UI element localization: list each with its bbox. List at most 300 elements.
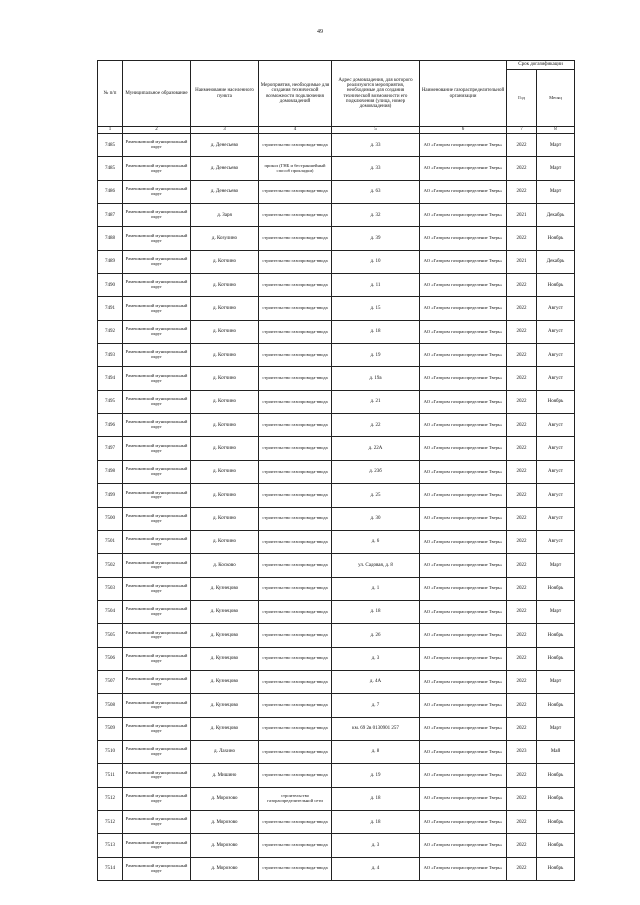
year-cell: 2022 [507,460,537,483]
settlement-cell: д. Котчино [191,250,259,273]
year-cell: 2022 [507,437,537,460]
municipality-cell: Рамешковский муниципальный округ [123,694,191,717]
measure-cell: строительство газопровода-ввода [259,437,332,460]
month-cell: Август [537,530,575,553]
row-number: 7511 [98,764,123,787]
table-body [98,134,575,881]
org-cell: АО «Газпром газораспределение Тверь» [420,577,507,600]
header-org: Наименование газораспределительной организации [420,61,507,127]
year-cell: 2022 [507,344,537,367]
column-number: 6 [420,127,507,134]
settlement-cell: д. Котчино [191,297,259,320]
org-cell: АО «Газпром газораспределение Тверь» [420,507,507,530]
measure-cell: строительство газопровода-ввода [259,390,332,413]
settlement-cell: д. Котчино [191,367,259,390]
municipality-cell: Рамешковский муниципальный округ [123,740,191,763]
row-number: 7490 [98,274,123,297]
address-cell: д. 32 [332,204,420,227]
month-cell: Ноябрь [537,274,575,297]
org-cell: АО «Газпром газораспределение Тверь» [420,390,507,413]
table-row [98,227,575,250]
address-cell: д. 26 [332,624,420,647]
month-cell: Март [537,600,575,623]
column-number: 5 [332,127,420,134]
row-number: 7487 [98,204,123,227]
month-cell: Май [537,740,575,763]
address-cell: д. 22 [332,414,420,437]
header-deadline: Срок догазификации [507,61,575,70]
year-cell: 2022 [507,227,537,250]
org-cell: АО «Газпром газораспределение Тверь» [420,670,507,693]
municipality-cell: Рамешковский муниципальный округ [123,157,191,180]
address-cell: д. 15 [332,297,420,320]
municipality-cell: Рамешковский муниципальный округ [123,227,191,250]
month-cell: Август [537,484,575,507]
year-cell: 2022 [507,554,537,577]
address-cell: д. 63 [332,180,420,203]
year-cell: 2022 [507,367,537,390]
measure-cell: строительство газопровода-ввода [259,320,332,343]
settlement-cell: д. Котчино [191,530,259,553]
org-cell: АО «Газпром газораспределение Тверь» [420,274,507,297]
month-cell: Ноябрь [537,764,575,787]
month-cell: Август [537,414,575,437]
row-number: 7512 [98,787,123,810]
year-cell: 2022 [507,297,537,320]
year-cell: 2022 [507,857,537,880]
measure-cell: строительство газопровода-ввода [259,600,332,623]
municipality-cell: Рамешковский муниципальный округ [123,507,191,530]
row-number: 7507 [98,670,123,693]
settlement-cell: д. Морозово [191,834,259,857]
municipality-cell: Рамешковский муниципальный округ [123,810,191,833]
row-number: 7495 [98,390,123,413]
municipality-cell: Рамешковский муниципальный округ [123,437,191,460]
month-cell: Август [537,320,575,343]
column-number: 4 [259,127,332,134]
column-number: 1 [98,127,123,134]
row-number: 7500 [98,507,123,530]
row-number: 7498 [98,460,123,483]
settlement-cell: д. Косково [191,554,259,577]
measure-cell: строительство газопровода-ввода [259,647,332,670]
org-cell: АО «Газпром газораспределение Тверь» [420,227,507,250]
header-settlement: Наименование населенного пункта [191,61,259,127]
measure-cell: строительство газопровода-ввода [259,530,332,553]
settlement-cell: д. Козулино [191,227,259,250]
table-row [98,134,575,157]
measure-cell: строительство газопровода-ввода [259,250,332,273]
municipality-cell: Рамешковский муниципальный округ [123,530,191,553]
column-number: 2 [123,127,191,134]
month-cell: Март [537,157,575,180]
settlement-cell: д. Денесьево [191,180,259,203]
address-cell: д. 19 [332,764,420,787]
address-cell: д. 11 [332,274,420,297]
address-cell: д. 25 [332,484,420,507]
measure-cell: строительство газораспределительной сети [259,787,332,810]
measure-cell: строительство газопровода-ввода [259,740,332,763]
month-cell: Август [537,344,575,367]
year-cell: 2022 [507,694,537,717]
table-row [98,507,575,530]
address-cell: д. 1 [332,577,420,600]
header-month: Месяц [537,70,575,127]
month-cell: Март [537,554,575,577]
org-cell: АО «Газпром газораспределение Тверь» [420,740,507,763]
org-cell: АО «Газпром газораспределение Тверь» [420,180,507,203]
year-cell: 2022 [507,320,537,343]
column-number: 3 [191,127,259,134]
measure-cell: строительство газопровода-ввода [259,624,332,647]
month-cell: Ноябрь [537,787,575,810]
settlement-cell: д. Кузнецово [191,647,259,670]
row-number: 7492 [98,320,123,343]
municipality-cell: Рамешковский муниципальный округ [123,367,191,390]
settlement-cell: д. Котчино [191,507,259,530]
org-cell: АО «Газпром газораспределение Тверь» [420,694,507,717]
measure-cell: строительство газопровода-ввода [259,554,332,577]
year-cell: 2022 [507,600,537,623]
row-number: 7512 [98,810,123,833]
municipality-cell: Рамешковский муниципальный округ [123,717,191,740]
municipality-cell: Рамешковский муниципальный округ [123,250,191,273]
org-cell: АО «Газпром газораспределение Тверь» [420,810,507,833]
table-row [98,764,575,787]
settlement-cell: д. Кузнецово [191,694,259,717]
address-cell: д. 3 [332,834,420,857]
address-cell: д. 23б [332,460,420,483]
month-cell: Август [537,460,575,483]
header-municipality: Муниципальное образование [123,61,191,127]
table-row [98,250,575,273]
address-cell: д. 30 [332,507,420,530]
address-cell: д. 18 [332,787,420,810]
address-cell: д. 39 [332,227,420,250]
table-row [98,367,575,390]
table-row [98,624,575,647]
table-row [98,857,575,880]
settlement-cell: д. Кузнецово [191,600,259,623]
row-number: 7504 [98,600,123,623]
org-cell: АО «Газпром газораспределение Тверь» [420,717,507,740]
row-number: 7485 [98,157,123,180]
row-number: 7486 [98,180,123,203]
month-cell: Ноябрь [537,694,575,717]
row-number: 7485 [98,134,123,157]
municipality-cell: Рамешковский муниципальный округ [123,647,191,670]
year-cell: 2022 [507,787,537,810]
table-row [98,437,575,460]
measure-cell: строительство газопровода-ввода [259,810,332,833]
year-cell: 2022 [507,180,537,203]
month-cell: Ноябрь [537,810,575,833]
org-cell: АО «Газпром газораспределение Тверь» [420,484,507,507]
column-number: 7 [507,127,537,134]
settlement-cell: д. Кузнецово [191,670,259,693]
table-row [98,834,575,857]
column-numbers-row [98,127,575,134]
address-cell: д. 7 [332,694,420,717]
year-cell: 2022 [507,577,537,600]
org-cell: АО «Газпром газораспределение Тверь» [420,437,507,460]
measure-cell: строительство газопровода-ввода [259,414,332,437]
month-cell: Август [537,437,575,460]
settlement-cell: д. Лахино [191,740,259,763]
settlement-cell: д. Морозово [191,857,259,880]
address-cell: км. 69 2в 0130901 257 [332,717,420,740]
address-cell: д. 18 [332,600,420,623]
year-cell: 2022 [507,764,537,787]
table-row [98,740,575,763]
table-row [98,810,575,833]
org-cell: АО «Газпром газораспределение Тверь» [420,834,507,857]
year-cell: 2022 [507,647,537,670]
month-cell: Март [537,180,575,203]
municipality-cell: Рамешковский муниципальный округ [123,624,191,647]
month-cell: Декабрь [537,250,575,273]
month-cell: Август [537,297,575,320]
address-cell: д. 33 [332,134,420,157]
address-cell: д. 18 [332,810,420,833]
row-number: 7502 [98,554,123,577]
address-cell: д. 18 [332,320,420,343]
org-cell: АО «Газпром газораспределение Тверь» [420,157,507,180]
municipality-cell: Рамешковский муниципальный округ [123,577,191,600]
month-cell: Ноябрь [537,390,575,413]
table-row [98,180,575,203]
month-cell: Декабрь [537,204,575,227]
table-row [98,787,575,810]
settlement-cell: д. Котчино [191,484,259,507]
address-cell: ул. Садовая, д. 8 [332,554,420,577]
settlement-cell: д. Денесьево [191,134,259,157]
municipality-cell: Рамешковский муниципальный округ [123,484,191,507]
address-cell: д. 33 [332,157,420,180]
row-number: 7506 [98,647,123,670]
measure-cell: строительство газопровода-ввода [259,507,332,530]
org-cell: АО «Газпром газораспределение Тверь» [420,297,507,320]
settlement-cell: д. Заря [191,204,259,227]
settlement-cell: д. Мишино [191,764,259,787]
row-number: 7491 [98,297,123,320]
row-number: 7509 [98,717,123,740]
measure-cell: строительство газопровода-ввода [259,297,332,320]
municipality-cell: Рамешковский муниципальный округ [123,460,191,483]
municipality-cell: Рамешковский муниципальный округ [123,204,191,227]
settlement-cell: д. Кузнецово [191,717,259,740]
address-cell: д. 10 [332,250,420,273]
measure-cell: строительство газопровода-ввода [259,180,332,203]
year-cell: 2022 [507,810,537,833]
month-cell: Ноябрь [537,624,575,647]
measure-cell: строительство газопровода-ввода [259,577,332,600]
measure-cell: строительство газопровода-ввода [259,484,332,507]
settlement-cell: д. Кузнецово [191,577,259,600]
measure-cell: строительство газопровода-ввода [259,274,332,297]
municipality-cell: Рамешковский муниципальный округ [123,857,191,880]
address-cell: д. 6 [332,530,420,553]
municipality-cell: Рамешковский муниципальный округ [123,670,191,693]
municipality-cell: Рамешковский муниципальный округ [123,297,191,320]
table-row [98,670,575,693]
settlement-cell: д. Морозово [191,810,259,833]
measure-cell: строительство газопровода-ввода [259,460,332,483]
table-row [98,297,575,320]
org-cell: АО «Газпром газораспределение Тверь» [420,250,507,273]
month-cell: Март [537,134,575,157]
measure-cell: строительство газопровода-ввода [259,367,332,390]
settlement-cell: д. Котчино [191,320,259,343]
row-number: 7493 [98,344,123,367]
month-cell: Август [537,507,575,530]
settlement-cell: д. Котчино [191,460,259,483]
table-row [98,320,575,343]
table-row [98,274,575,297]
measure-cell: строительство газопровода-ввода [259,670,332,693]
header-num: № п/п [98,61,123,127]
header-year: Год [507,70,537,127]
column-number: 8 [537,127,575,134]
row-number: 7510 [98,740,123,763]
month-cell: Март [537,670,575,693]
year-cell: 2022 [507,274,537,297]
table-row [98,414,575,437]
row-number: 7514 [98,857,123,880]
measure-cell: строительство газопровода-ввода [259,134,332,157]
year-cell: 2022 [507,670,537,693]
row-number: 7505 [98,624,123,647]
settlement-cell: д. Морозово [191,787,259,810]
month-cell: Ноябрь [537,227,575,250]
table-row [98,554,575,577]
measure-cell: строительство газопровода-ввода [259,834,332,857]
municipality-cell: Рамешковский муниципальный округ [123,414,191,437]
year-cell: 2022 [507,484,537,507]
year-cell: 2021 [507,204,537,227]
municipality-cell: Рамешковский муниципальный округ [123,274,191,297]
gasification-table [97,60,575,881]
table-row [98,157,575,180]
settlement-cell: д. Котчино [191,344,259,367]
address-cell: д. 21 [332,390,420,413]
municipality-cell: Рамешковский муниципальный округ [123,390,191,413]
row-number: 7503 [98,577,123,600]
org-cell: АО «Газпром газораспределение Тверь» [420,460,507,483]
measure-cell: строительство газопровода-ввода [259,204,332,227]
municipality-cell: Рамешковский муниципальный округ [123,134,191,157]
year-cell: 2022 [507,390,537,413]
header-measures: Мероприятия, необходимые для создания технической возможности подключения домовладений [259,61,332,127]
year-cell: 2022 [507,507,537,530]
org-cell: АО «Газпром газораспределение Тверь» [420,624,507,647]
row-number: 7497 [98,437,123,460]
year-cell: 2021 [507,250,537,273]
org-cell: АО «Газпром газораспределение Тверь» [420,787,507,810]
settlement-cell: д. Котчино [191,414,259,437]
municipality-cell: Рамешковский муниципальный округ [123,600,191,623]
measure-cell: строительство газопровода-ввода [259,857,332,880]
year-cell: 2022 [507,834,537,857]
org-cell: АО «Газпром газораспределение Тверь» [420,367,507,390]
org-cell: АО «Газпром газораспределение Тверь» [420,554,507,577]
month-cell: Ноябрь [537,577,575,600]
month-cell: Ноябрь [537,834,575,857]
municipality-cell: Рамешковский муниципальный округ [123,764,191,787]
org-cell: АО «Газпром газораспределение Тверь» [420,134,507,157]
measure-cell: строительство газопровода-ввода [259,694,332,717]
measure-cell: строительство газопровода-ввода [259,717,332,740]
address-cell: д. 4А [332,670,420,693]
table-row [98,344,575,367]
table-row [98,460,575,483]
municipality-cell: Рамешковский муниципальный округ [123,344,191,367]
address-cell: д. 22А [332,437,420,460]
measure-cell: строительство газопровода-ввода [259,227,332,250]
month-cell: Март [537,717,575,740]
org-cell: АО «Газпром газораспределение Тверь» [420,320,507,343]
table-row [98,694,575,717]
row-number: 7501 [98,530,123,553]
year-cell: 2023 [507,740,537,763]
address-cell: д. 8 [332,740,420,763]
row-number: 7513 [98,834,123,857]
row-number: 7499 [98,484,123,507]
table-row [98,204,575,227]
header-address: Адрес домовладения, для которого реализуются мероприятия, необходимые для создания технической возможности его подключения (улица, номер домовладения) [332,61,420,127]
address-cell: д. 3 [332,647,420,670]
org-cell: АО «Газпром газораспределение Тверь» [420,344,507,367]
month-cell: Ноябрь [537,647,575,670]
measure-cell: строительство газопровода-ввода [259,344,332,367]
year-cell: 2022 [507,414,537,437]
org-cell: АО «Газпром газораспределение Тверь» [420,647,507,670]
row-number: 7508 [98,694,123,717]
year-cell: 2022 [507,717,537,740]
settlement-cell: д. Котчино [191,390,259,413]
org-cell: АО «Газпром газораспределение Тверь» [420,204,507,227]
municipality-cell: Рамешковский муниципальный округ [123,320,191,343]
org-cell: АО «Газпром газораспределение Тверь» [420,857,507,880]
table-row [98,577,575,600]
address-cell: д. 19 [332,344,420,367]
year-cell: 2022 [507,530,537,553]
row-number: 7488 [98,227,123,250]
municipality-cell: Рамешковский муниципальный округ [123,834,191,857]
municipality-cell: Рамешковский муниципальный округ [123,554,191,577]
org-cell: АО «Газпром газораспределение Тверь» [420,600,507,623]
org-cell: АО «Газпром газораспределение Тверь» [420,414,507,437]
month-cell: Ноябрь [537,857,575,880]
year-cell: 2022 [507,157,537,180]
table-row [98,717,575,740]
settlement-cell: д. Кузнецово [191,624,259,647]
table-row [98,390,575,413]
org-cell: АО «Газпром газораспределение Тверь» [420,530,507,553]
measure-cell: строительство газопровода-ввода [259,764,332,787]
municipality-cell: Рамешковский муниципальный округ [123,180,191,203]
page-number: 49 [317,29,323,35]
row-number: 7496 [98,414,123,437]
month-cell: Август [537,367,575,390]
year-cell: 2022 [507,624,537,647]
row-number: 7489 [98,250,123,273]
settlement-cell: д. Денесьево [191,157,259,180]
settlement-cell: д. Котчино [191,437,259,460]
municipality-cell: Рамешковский муниципальный округ [123,787,191,810]
table-row [98,484,575,507]
table-row [98,600,575,623]
